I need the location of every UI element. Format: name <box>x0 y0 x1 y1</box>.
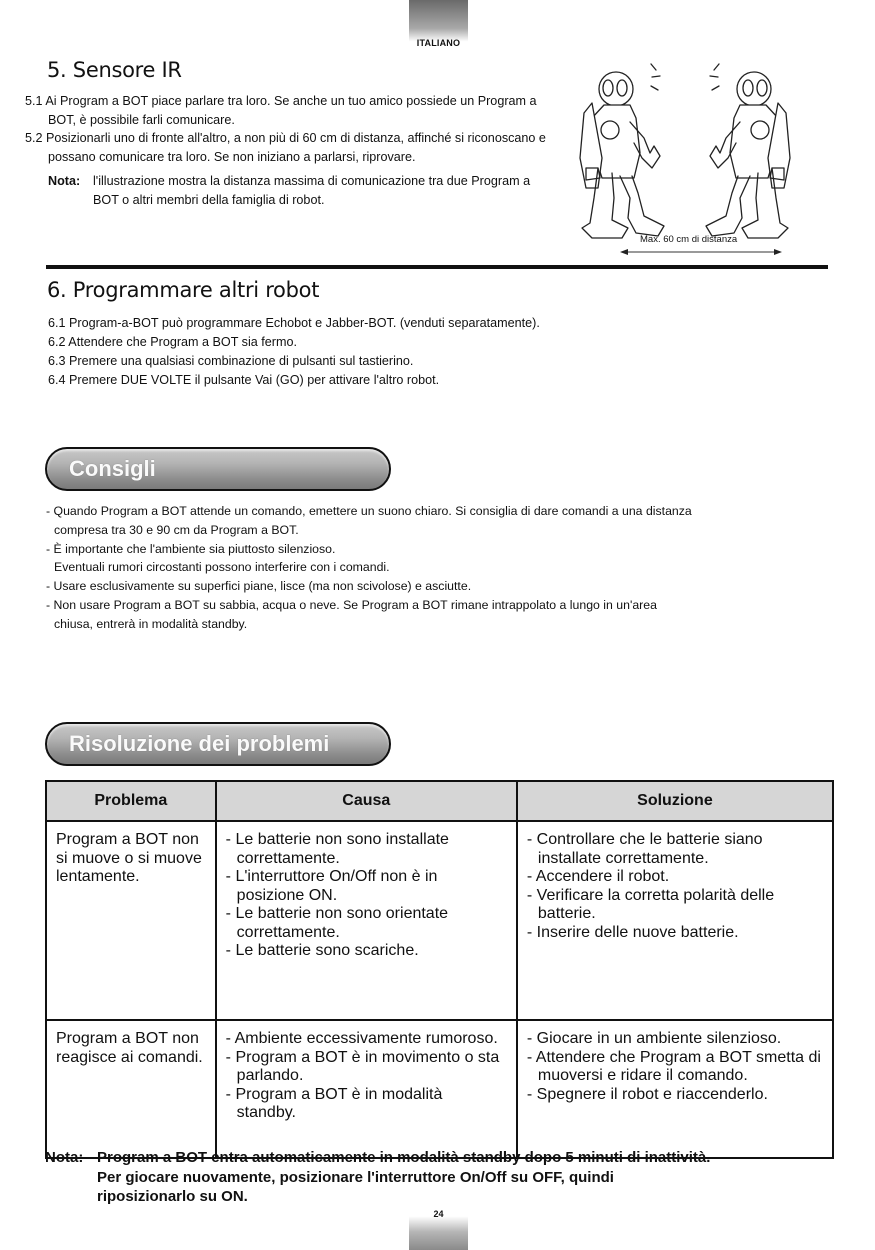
cause-item: - Le batterie sono scariche. <box>225 942 419 959</box>
robot-left-icon <box>580 72 664 238</box>
tip-item: - Quando Program a BOT attende un comando, emettere un suono chiaro. Si consiglia di dare comandi a una distanza <box>46 504 692 518</box>
cause-item: - Program a BOT è in modalità standby. <box>225 1085 443 1121</box>
column-header-cause: Causa <box>216 781 517 821</box>
language-tab-label: ITALIANO <box>416 38 461 48</box>
table-header-row <box>46 781 833 821</box>
standby-note-line <box>45 1187 845 1207</box>
solution-item: - Giocare in un ambiente silenzioso. <box>526 1030 782 1047</box>
solution-cell <box>517 1020 833 1158</box>
tip-item: - Non usare Program a BOT su sabbia, acqua o neve. Se Program a BOT rimane intrappolato a lungo in un'area <box>46 597 657 612</box>
tips-header <box>45 447 391 491</box>
tip-item: - È importante che l'ambiente sia piuttosto silenzioso. <box>46 541 336 556</box>
note-text: riposizionarlo su ON. <box>97 1188 248 1205</box>
distance-arrow-icon <box>620 249 782 255</box>
standby-note <box>45 1148 845 1207</box>
note-indent <box>45 1187 97 1207</box>
solution-item: - Inserire delle nuove batterie. <box>526 923 739 941</box>
figure-caption: Max. 60 cm di distanza <box>640 234 738 245</box>
tip-item-continuation: Eventuali rumori circostanti possono interferire con i comandi. <box>54 560 390 575</box>
note-label: Nota: <box>48 174 81 188</box>
section-5-item <box>25 129 558 166</box>
problem-cell: Program a BOT non reagisce ai comandi. <box>46 1020 216 1158</box>
troubleshooting-title: Risoluzione dei problemi <box>69 731 330 756</box>
solution-item: - Verificare la corretta polarità delle batterie. <box>526 886 775 922</box>
tips-title: Consigli <box>69 456 156 481</box>
section-6-item: 6.2 Attendere che Program a BOT sia fermo. <box>48 335 297 349</box>
solution-item: - Spegnere il robot e riaccenderlo. <box>526 1085 768 1103</box>
item-number: 5.1 <box>25 94 43 108</box>
section-5-title: 5. Sensore IR <box>47 58 182 82</box>
note-text: Program a BOT entra automaticamente in modalità standby dopo 5 minuti di inattività. <box>97 1149 711 1166</box>
section-6-item: 6.4 Premere DUE VOLTE il pulsante Vai (GO) per attivare l'altro robot. <box>48 373 440 387</box>
item-number: 5.2 <box>25 131 43 145</box>
problem-cell: Program a BOT non si muove o si muove lentamente. <box>46 821 216 1020</box>
section-6-item: 6.3 Premere una qualsiasi combinazione di pulsanti sul tastierino. <box>48 354 414 368</box>
section-6-body <box>48 314 668 390</box>
solution-cell <box>517 821 833 1020</box>
tip-item: - Usare esclusivamente su superfici piane, lisce (ma non scivolose) e asciutte. <box>46 579 472 594</box>
cause-item: - L'interruttore On/Off non è in posizione ON. <box>225 868 438 904</box>
standby-note-line <box>45 1148 845 1168</box>
cause-cell <box>216 1020 517 1158</box>
cause-item: - Le batterie non sono installate correttamente. <box>225 831 449 867</box>
cause-item: - Program a BOT è in movimento o sta parlando. <box>225 1048 500 1084</box>
tip-item-continuation: compresa tra 30 e 90 cm da Program a BOT. <box>54 522 299 537</box>
cause-cell <box>216 821 517 1020</box>
section-5-item <box>25 92 558 129</box>
cause-item: - Ambiente eccessivamente rumoroso. <box>225 1030 498 1047</box>
table-row <box>46 1020 833 1158</box>
solution-item: - Controllare che le batterie siano installate correttamente. <box>526 831 763 867</box>
page-number: 24 <box>433 1209 444 1219</box>
item-text: Posizionarli uno di fronte all'altro, a non più di 60 cm di distanza, affinché si riconoscano e possano comunicare tra loro. Se non iniziano a parlarsi, riprovare. <box>46 131 546 164</box>
section-5-note <box>48 172 558 209</box>
solution-item: - Attendere che Program a BOT smetta di muoversi e ridare il comando. <box>526 1048 821 1084</box>
column-header-problem: Problema <box>46 781 216 821</box>
standby-note-line <box>45 1168 845 1188</box>
note-text: Per giocare nuovamente, posizionare l'interruttore On/Off su OFF, quindi <box>97 1168 614 1186</box>
item-text: Ai Program a BOT piace parlare tra loro. Se anche un tuo amico possiede un Program a BOT, è possibile farli comunicare. <box>45 94 537 127</box>
section-6-item: 6.1 Program-a-BOT può programmare Echobot e Jabber-BOT. (venduti separatamente). <box>48 316 540 330</box>
tips-list <box>46 502 836 634</box>
note-label: Nota: <box>45 1149 84 1166</box>
section-6-title: 6. Programmare altri robot <box>47 278 320 302</box>
section-5-body <box>25 92 558 209</box>
robots-facing-illustration <box>572 58 798 258</box>
troubleshooting-header <box>45 722 391 766</box>
note-text: l'illustrazione mostra la distanza massima di comunicazione tra due Program a BOT o altri membri della famiglia di robot. <box>93 174 531 207</box>
note-indent <box>45 1168 97 1188</box>
tip-item-continuation: chiusa, entrerà in modalità standby. <box>54 616 248 631</box>
table-row <box>46 821 833 1020</box>
section-divider <box>46 265 828 269</box>
solution-item: - Accendere il robot. <box>526 868 670 885</box>
troubleshooting-table <box>45 780 834 1159</box>
cause-item: - Le batterie non sono orientate correttamente. <box>225 905 449 941</box>
column-header-solution: Soluzione <box>517 781 833 821</box>
robot-right-icon <box>706 64 790 238</box>
